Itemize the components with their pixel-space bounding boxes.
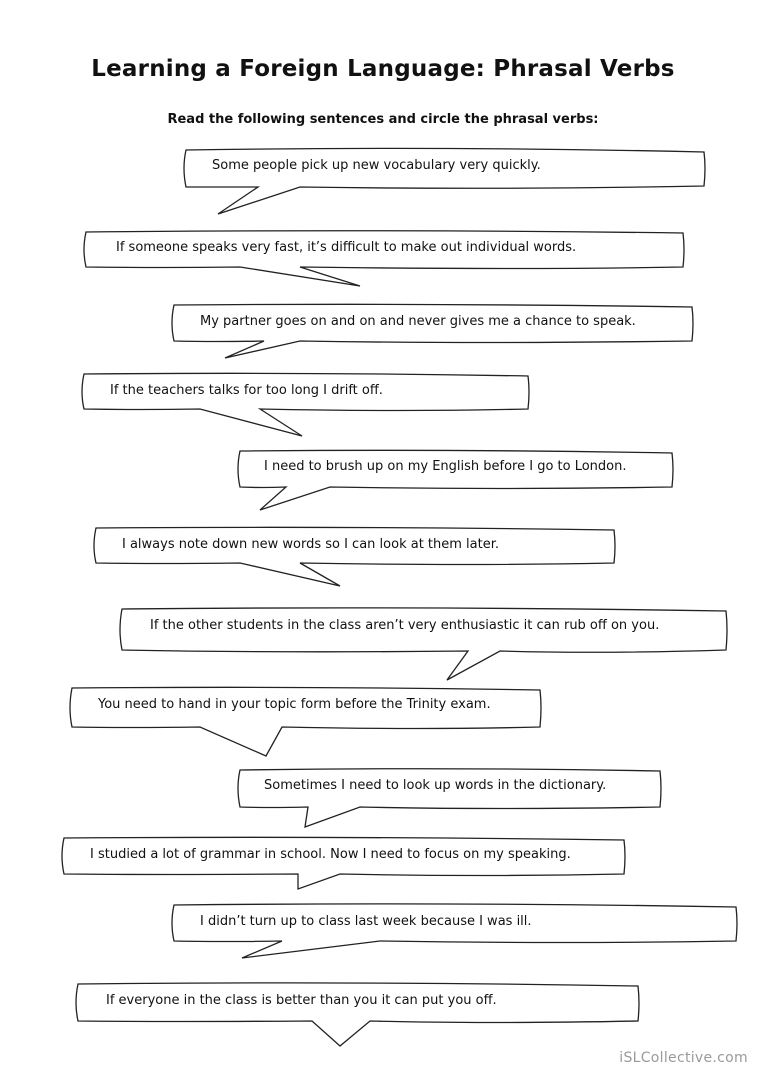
instruction-text: Read the following sentences and circle the phrasal verbs: xyxy=(167,112,599,127)
sentence-text: My partner goes on and on and never gives me a chance to speak. xyxy=(200,314,636,329)
sentence-text: If someone speaks very fast, it’s difficult to make out individual words. xyxy=(116,240,577,255)
sentence-text: Some people pick up new vocabulary very quickly. xyxy=(212,158,541,173)
sentence-text: If everyone in the class is better than you it can put you off. xyxy=(106,993,497,1008)
sentence-text: I always note down new words so I can look at them later. xyxy=(122,537,500,552)
page-title: Learning a Foreign Language: Phrasal Verbs xyxy=(91,56,675,82)
sentence-text: If the teachers talks for too long I drift off. xyxy=(110,383,383,398)
sentence-text: I studied a lot of grammar in school. Now I need to focus on my speaking. xyxy=(90,847,571,862)
sentence-text: I need to brush up on my English before I go to London. xyxy=(264,459,627,474)
watermark: iSLCollective.com xyxy=(619,1050,748,1066)
sentence-text: If the other students in the class aren’t very enthusiastic it can rub off on you. xyxy=(150,618,660,633)
sentence-text: Sometimes I need to look up words in the dictionary. xyxy=(264,778,607,793)
sentence-text: You need to hand in your topic form before the Trinity exam. xyxy=(98,697,491,712)
sentence-text: I didn’t turn up to class last week because I was ill. xyxy=(200,914,532,929)
